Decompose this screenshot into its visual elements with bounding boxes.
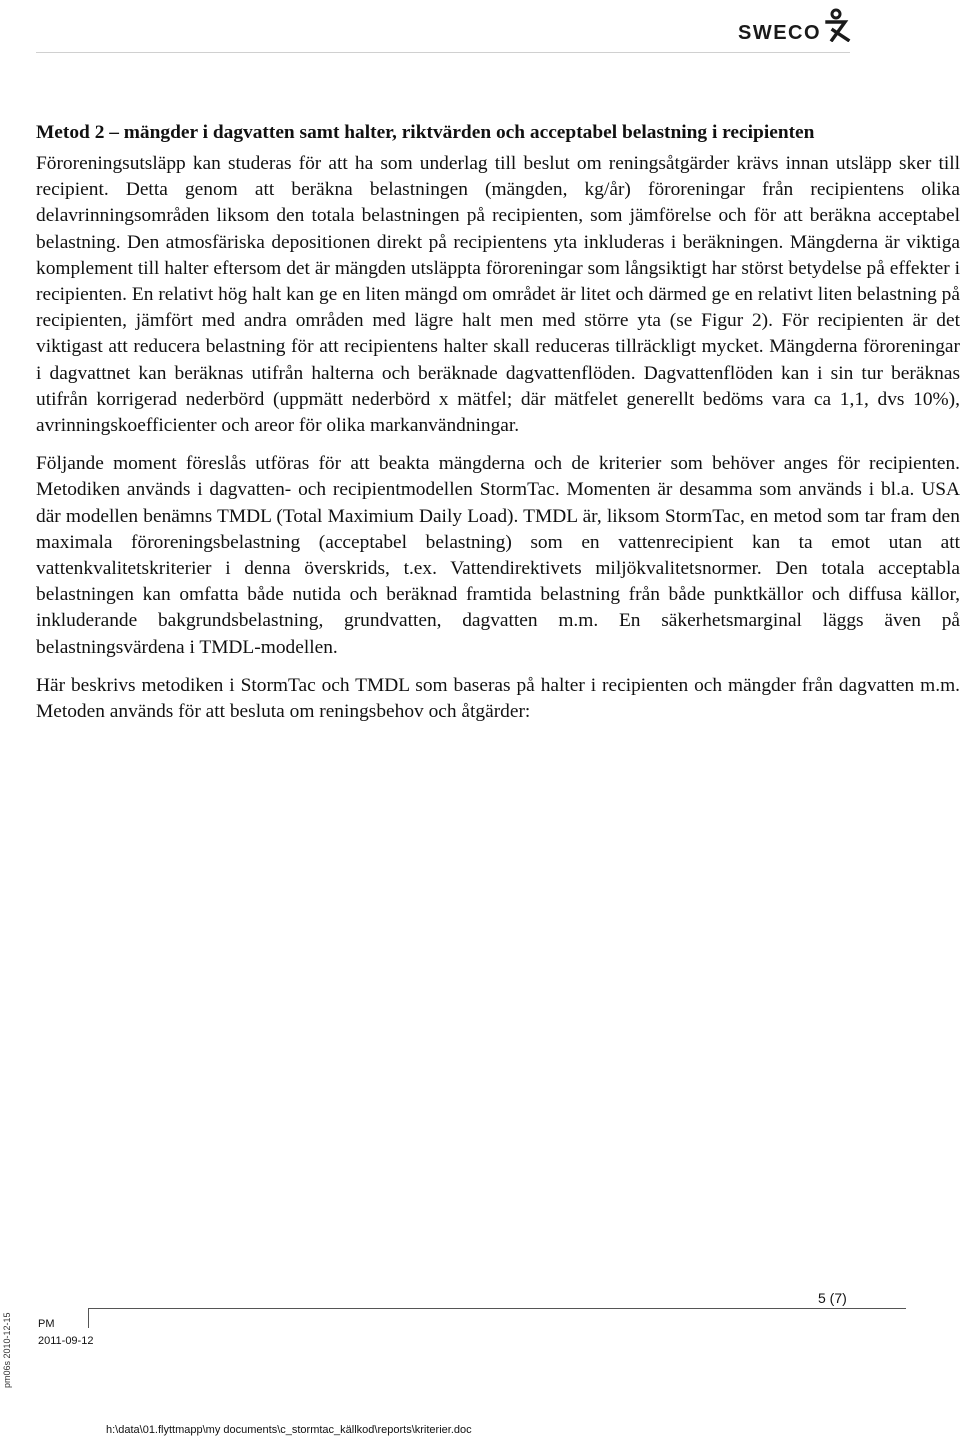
template-code: pm06s 2010-12-15 bbox=[2, 1312, 12, 1388]
document-body bbox=[36, 118, 960, 737]
page-number: 5 (7) bbox=[818, 1290, 847, 1306]
logo-text: SWECO bbox=[738, 22, 822, 44]
footer-vertical-divider bbox=[88, 1308, 89, 1328]
paragraph: Följande moment föreslås utföras för att beakta mängderna och de kriterier som behöver anges för recipienten. Metodiken används i dagvatten- och recipientmodellen StormTac. Momenten är desamma som används i bl.a. USA där modellen benämns TMDL (Total Maximium Daily Load). TMDL är, liksom StormTac, en metod som tar fram den maximala föroreningsbelastning (acceptabel belastning) som en vattenrecipient kan ta emot utan att vattenkvalitetskriterier i denna överskrids, t.ex. Vattendirektivets miljökvalitetsnormer. Den totala acceptabla belastningen kan omfatta både nutida och beräknad framtida belastning från både punktkällor och diffusa källor, inkluderande bakgrundsbelastning, grundvatten, dagvatten m.m. En säkerhetsmarginal läggs även på belastningsvärdena i TMDL-modellen. bbox=[36, 453, 960, 658]
section-heading: Metod 2 – mängder i dagvatten samt halter, riktvärden och acceptabel belastning i recipienten bbox=[36, 122, 815, 143]
header-divider bbox=[36, 52, 850, 53]
sweco-star-icon bbox=[824, 8, 852, 42]
file-path: h:\data\01.flyttmapp\my documents\c_stormtac_källkod\reports\kriterier.doc bbox=[106, 1424, 472, 1436]
paragraph: Föroreningsutsläpp kan studeras för att ha som underlag till beslut om reningsåtgärder krävs innan utsläpp sker till recipient. Detta genom att beräkna belastningen (mängden, kg/år) föroreningar från recipientens olika delavrinningsområden liksom den totala belastningen på recipienten, som jämförelse och för att beräkna acceptabel belastning. Den atmosfäriska depositionen direkt på recipientens yta inkluderas i beräkningen. Mängderna är viktiga komplement till halter eftersom det är mängden utsläppta föroreningar som långsiktigt har störst betydelse på effekter i recipienten. En relativt hög halt kan ge en liten mängd om området är litet och därmed ge en relativt liten belastning på recipienten, jämfört med andra områden med lägre halt men med större yta (se Figur 2). För recipienten är det viktigast att reducera belastning för att recipientens halter skall reduceras tillräckligt mycket. Mängderna föroreningar i dagvattnet kan beräknas utifrån halterna och beräknade dagvattenflöden. Dagvattenflöden kan i sin tur beräknas utifrån korrigerad nederbörd (uppmätt nederbörd x mätfel; där mätfelet generellt bedöms vara ca 1,1, dvs 10%), avrinningskoefficienter och areor för olika markanvändningar. bbox=[36, 153, 960, 437]
document-date: 2011-09-12 bbox=[38, 1335, 94, 1347]
sweco-logo bbox=[736, 8, 854, 44]
footer-divider bbox=[88, 1308, 906, 1309]
paragraph: Här beskrivs metodiken i StormTac och TMDL som baseras på halter i recipienten och mängder från dagvatten m.m. Metoden används för att besluta om reningsbehov och åtgärder: bbox=[36, 674, 960, 723]
document-type: PM bbox=[38, 1318, 55, 1330]
